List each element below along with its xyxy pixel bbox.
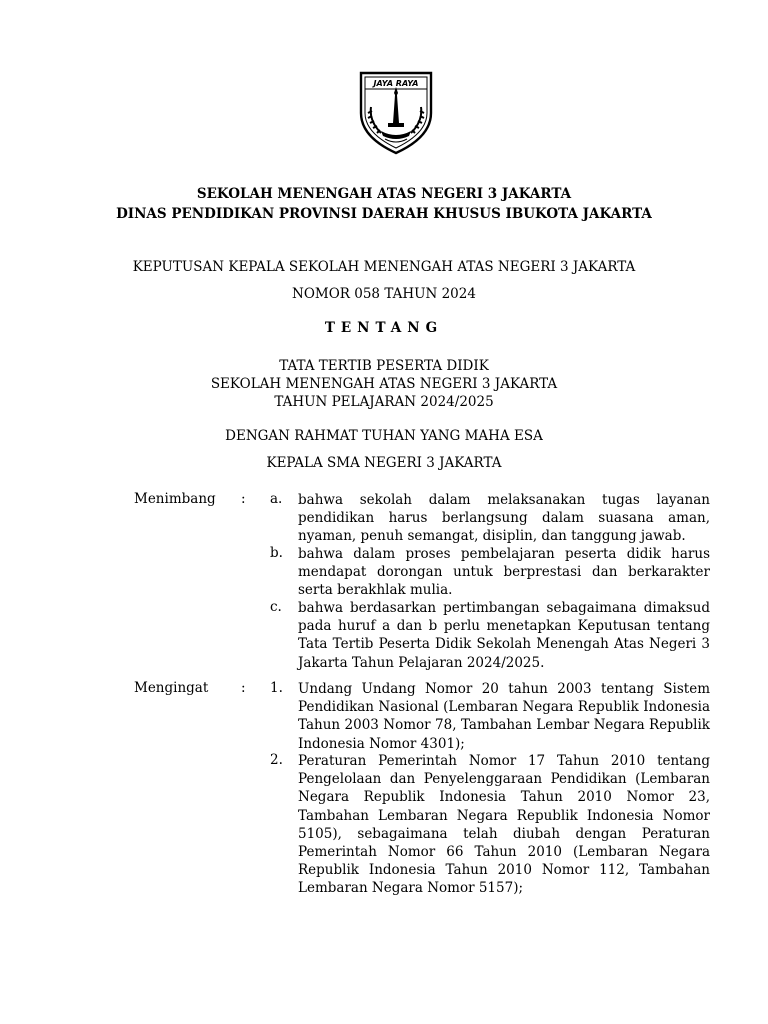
- menimbang-item-a-text: bahwa sekolah dalam melaksanakan tugas layanan pendidikan harus berlangsung dalam suasana aman, nyaman, penuh semangat, disiplin, dan tanggung jawab.: [298, 492, 710, 545]
- mengingat-item-2-mark: 2.: [270, 752, 283, 768]
- menimbang-item-b-mark: b.: [270, 545, 283, 561]
- subject-line-1: TATA TERTIB PESERTA DIDIK: [279, 358, 489, 374]
- menimbang-item-b-text: bahwa dalam proses pembelajaran peserta didik harus mendapat dorongan untuk berprestasi dan berkarakter serta berakhlak mulia.: [298, 546, 710, 599]
- menimbang-colon: :: [241, 491, 246, 507]
- mengingat-item-1-mark: 1.: [270, 680, 283, 696]
- school-name-heading: SEKOLAH MENENGAH ATAS NEGERI 3 JAKARTA: [196, 186, 572, 202]
- mengingat-item-2-text: Peraturan Pemerintah Nomor 17 Tahun 2010 tentang Pengelolaan dan Penyelenggaraan Pendidikan (Lembaran Negara Republik Indonesia Tahun 2010 Nomor 23, Tambahan Lembaran Negara Republik Indonesia Nomor 5105), sebagaimana telah diubah dengan Peraturan Pemerintah Nomor 66 Tahun 2010 (Lembaran Negara Republik Indonesia Tahun 2010 Nomor 112, Tambahan Lembaran Negara Nomor 5157);: [298, 753, 710, 897]
- subject-line-2: SEKOLAH MENENGAH ATAS NEGERI 3 JAKARTA: [210, 376, 558, 392]
- mengingat-label: Mengingat: [134, 680, 209, 696]
- decree-title: KEPUTUSAN KEPALA SEKOLAH MENENGAH ATAS NEGERI 3 JAKARTA: [132, 259, 636, 275]
- authority-line: KEPALA SMA NEGERI 3 JAKARTA: [266, 455, 502, 471]
- mengingat-item-1-text: Undang Undang Nomor 20 tahun 2003 tentang Sistem Pendidikan Nasional (Lembaran Negara Republik Indonesia Tahun 2003 Nomor 78, Tambahan Lembar Negara Republik Indonesia Nomor 4301);: [298, 681, 710, 752]
- agency-heading: DINAS PENDIDIKAN PROVINSI DAERAH KHUSUS IBUKOTA JAKARTA: [116, 206, 652, 222]
- menimbang-item-c-mark: c.: [270, 599, 282, 615]
- menimbang-label: Menimbang: [134, 491, 216, 507]
- decree-number: NOMOR 058 TAHUN 2024: [292, 286, 476, 302]
- mengingat-colon: :: [241, 680, 246, 696]
- subject-line-3: TAHUN PELAJARAN 2024/2025: [274, 394, 494, 410]
- menimbang-item-a-mark: a.: [270, 491, 283, 507]
- about-heading: TENTANG: [324, 320, 444, 336]
- blessing-line: DENGAN RAHMAT TUHAN YANG MAHA ESA: [225, 428, 543, 444]
- menimbang-item-c-text: bahwa berdasarkan pertimbangan sebagaimana dimaksud pada huruf a dan b perlu menetapkan Keputusan tentang Tata Tertib Peserta Didik Sekolah Menengah Atas Negeri 3 Jakarta Tahun Pelajaran 2024/2025.: [298, 600, 710, 671]
- jakarta-emblem-logo: [355, 69, 437, 155]
- emblem-motto: JAYA RAYA: [373, 79, 419, 88]
